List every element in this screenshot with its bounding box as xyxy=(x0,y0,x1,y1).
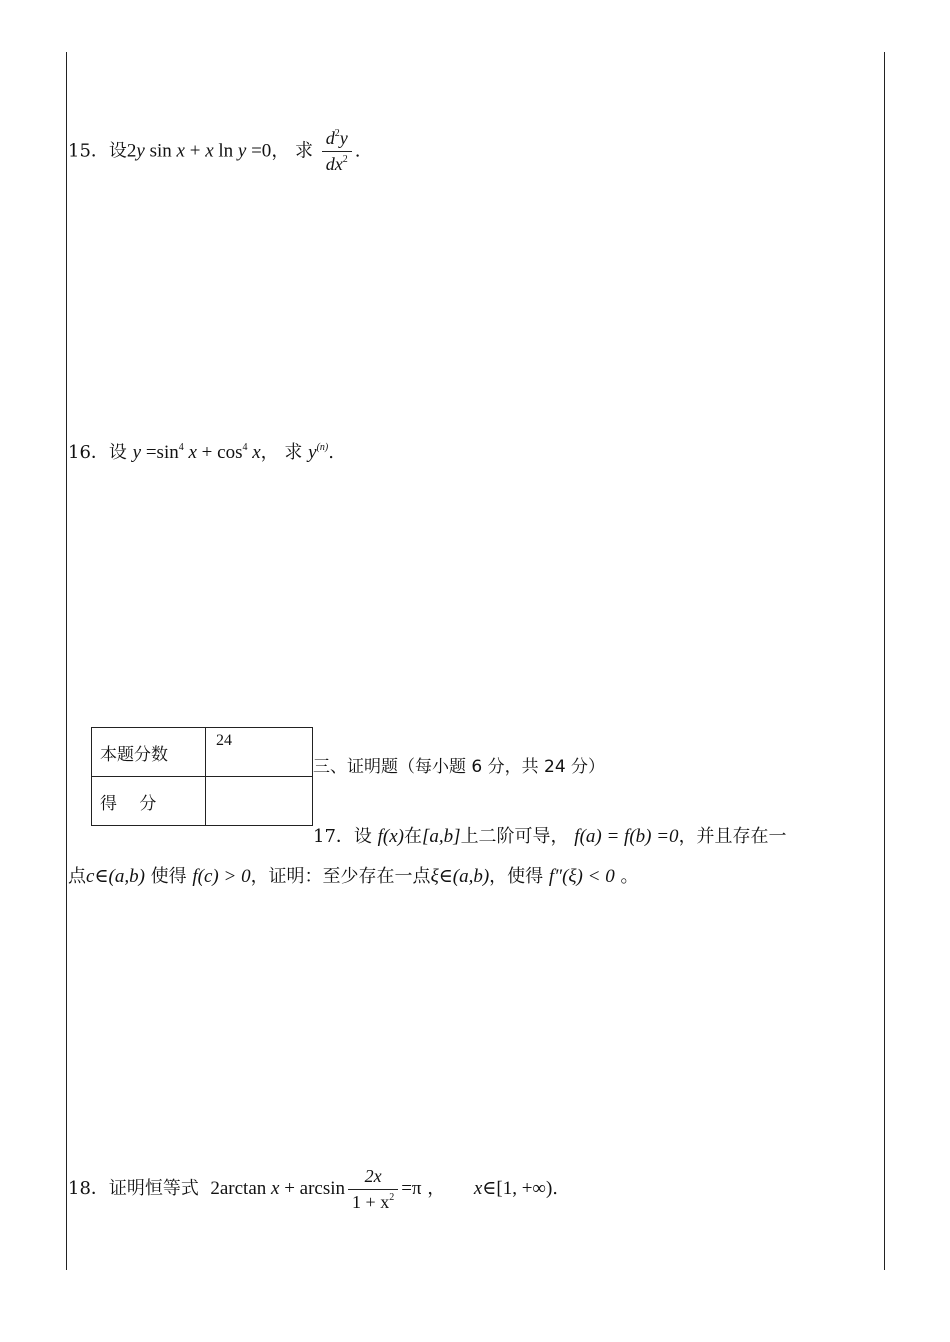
question-16 xyxy=(68,438,334,464)
q18-domain: x∈[1, +∞) xyxy=(473,1177,553,1199)
q17-conclusion: f″(ξ) < 0 xyxy=(548,866,615,887)
q16-comma: ， xyxy=(260,442,279,463)
q16-end: . xyxy=(328,442,334,463)
score-value: 24 xyxy=(206,728,313,777)
score-table xyxy=(91,727,313,826)
q15-expression: 2y sin x + x ln y =0 xyxy=(126,140,272,162)
obtained-score-label: 得 分 xyxy=(92,777,206,826)
q15-derivative-fraction: $\frac{d^2y}{dx^2}$ xyxy=(322,128,352,175)
q16-nth-derivative: $y^{(n)}$ xyxy=(308,442,329,463)
q18-lead: 证明恒等式 xyxy=(108,1177,199,1199)
page-left-border xyxy=(66,52,67,1270)
q16-ask: 求 xyxy=(284,442,303,463)
q18-number: 18． xyxy=(68,1177,109,1199)
q15-number: 15． xyxy=(68,140,109,162)
question-18: 18．证明恒等式 2arctan x + arcsin $\frac{2x}{1 + x^2}$ =π ， x∈[1, +∞). xyxy=(68,1166,559,1212)
q16-number: 16． xyxy=(68,442,109,463)
q15-ask: 求 xyxy=(295,140,314,162)
q15-lead: 设 xyxy=(108,140,127,162)
obtained-score-field[interactable] xyxy=(206,777,313,826)
section-3-title: 三、证明题（每小题 6 分，共 24 分） xyxy=(313,757,606,777)
q18-identity: 2arctan x + arcsin $\frac{2x}{1 + x^2}$ =π xyxy=(210,1166,422,1212)
q16-expression: $y =\sin^4$ $x + \cos^4 x$ xyxy=(132,442,261,463)
q17-number: 17．设 xyxy=(313,826,372,847)
q17-positive-condition: f(c) > 0 xyxy=(192,866,251,887)
q15-end: . xyxy=(354,140,361,162)
question-17-line-1: 17．设 f(x)在[a,b]上二阶可导， f(a) = f(b) =0，并且存在一 xyxy=(313,826,787,847)
q16-lead: 设 xyxy=(108,442,127,463)
score-label: 本题分数 xyxy=(92,728,206,777)
q17-boundary-condition: f(a) = f(b) =0 xyxy=(574,826,679,847)
page-right-border xyxy=(884,52,885,1270)
question-15 xyxy=(68,128,361,175)
q15-comma: ， xyxy=(271,140,290,162)
question-17-line-2: 点c∈(a,b) 使得 f(c) > 0，证明：至少存在一点ξ∈(a,b)，使得 f″(ξ) < 0 。 xyxy=(68,866,639,887)
